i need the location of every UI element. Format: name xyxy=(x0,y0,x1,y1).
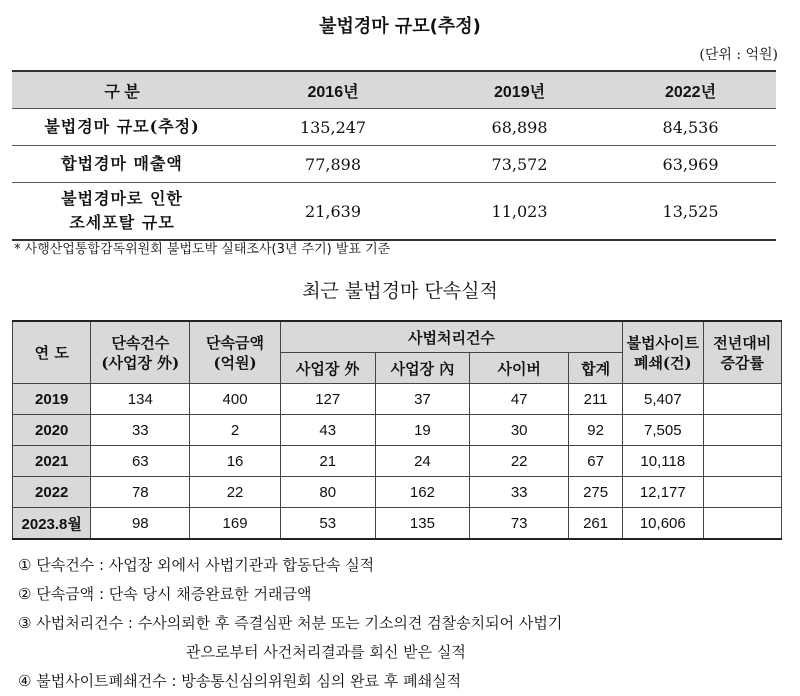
table-row xyxy=(12,109,776,146)
table-cell: 10,606 xyxy=(623,508,703,540)
table-cell: 78 xyxy=(91,477,190,508)
table-cell: 24 xyxy=(375,446,470,477)
table-cell: 169 xyxy=(190,508,281,540)
footnotes xyxy=(18,551,562,696)
table-cell: 2 xyxy=(190,415,281,446)
table-cell: 134 xyxy=(91,384,190,415)
table-row xyxy=(13,477,782,508)
table-cell: 162 xyxy=(375,477,470,508)
row-label-line2: 조세포탈 규모 xyxy=(69,213,175,232)
table-cell: 47 xyxy=(470,384,569,415)
table-cell: 63 xyxy=(91,446,190,477)
year-cell: 2022 xyxy=(13,477,91,508)
header-count-line1: 단속건수 xyxy=(111,333,170,352)
table-cell: 98 xyxy=(91,508,190,540)
table-cell: 21 xyxy=(280,446,375,477)
header-amount-line1: 단속금액 xyxy=(206,333,265,352)
header-2022: 2022년 xyxy=(605,71,776,109)
unit-label: (단위 : 억원) xyxy=(699,47,778,63)
table-cell: 43 xyxy=(280,415,375,446)
header-change-line2: 증감률 xyxy=(720,353,764,372)
header-amount xyxy=(190,321,281,384)
table-cell: 68,898 xyxy=(434,109,605,146)
table-cell: 77,898 xyxy=(232,146,434,183)
footnote-3: ③ 사법처리건수 : 수사의뢰한 후 즉결심판 처분 또는 기소의견 검찰송치되어 사법기 xyxy=(18,614,563,632)
header-sub-outside: 사업장 外 xyxy=(280,353,375,384)
row-label-line1: 불법경마로 인한 xyxy=(61,189,183,208)
row-label: 불법경마 규모(추정) xyxy=(12,109,232,146)
header-2019: 2019년 xyxy=(434,71,605,109)
table-cell: 16 xyxy=(190,446,281,477)
table-cell: 21,639 xyxy=(232,183,434,241)
table-cell: 19 xyxy=(375,415,470,446)
section-title: 최근 불법경마 단속실적 xyxy=(302,280,498,302)
table-cell: 37 xyxy=(375,384,470,415)
table-cell: 400 xyxy=(190,384,281,415)
table-cell: 11,023 xyxy=(434,183,605,241)
table-cell: 211 xyxy=(569,384,623,415)
header-sub-total: 합계 xyxy=(569,353,623,384)
table-cell: 275 xyxy=(569,477,623,508)
header-change xyxy=(703,321,781,384)
footnote-1: ① 단속건수 : 사업장 외에서 사법기관과 합동단속 실적 xyxy=(18,556,375,574)
table-cell: 30 xyxy=(470,415,569,446)
table-cell: 135 xyxy=(375,508,470,540)
enforcement-table xyxy=(12,320,782,540)
table-cell xyxy=(703,384,781,415)
year-cell: 2020 xyxy=(13,415,91,446)
table-cell: 73,572 xyxy=(434,146,605,183)
table-header-row xyxy=(13,321,782,353)
table-cell xyxy=(703,508,781,540)
table-row xyxy=(13,415,782,446)
table-cell: 12,177 xyxy=(623,477,703,508)
footnote-4: ④ 불법사이트폐쇄건수 : 방송통신심의위원회 심의 완료 후 폐쇄실적 xyxy=(18,672,462,690)
table-cell: 63,969 xyxy=(605,146,776,183)
table-cell xyxy=(703,477,781,508)
header-change-line1: 전년대비 xyxy=(713,333,772,352)
scale-table xyxy=(12,70,776,241)
table-cell xyxy=(703,415,781,446)
table-cell: 22 xyxy=(470,446,569,477)
header-site-line2: 폐쇄(건) xyxy=(633,353,692,372)
table-row xyxy=(12,183,776,241)
table-cell: 73 xyxy=(470,508,569,540)
header-sub-inside: 사업장 內 xyxy=(375,353,470,384)
page-title: 불법경마 규모(추정) xyxy=(319,16,481,37)
header-site xyxy=(623,321,703,384)
table-cell: 84,536 xyxy=(605,109,776,146)
year-cell: 2019 xyxy=(13,384,91,415)
table-cell: 135,247 xyxy=(232,109,434,146)
table-cell: 33 xyxy=(91,415,190,446)
row-label: 합법경마 매출액 xyxy=(12,146,232,183)
table-cell: 33 xyxy=(470,477,569,508)
footnote-3-continued: 관으로부터 사건처리결과를 회신 받은 실적 xyxy=(186,643,466,661)
table-cell xyxy=(703,446,781,477)
header-2016: 2016년 xyxy=(232,71,434,109)
table-row xyxy=(13,508,782,540)
table-cell: 5,407 xyxy=(623,384,703,415)
header-count-line2: (사업장 外) xyxy=(101,353,180,372)
row-label xyxy=(12,183,232,241)
table-row xyxy=(13,384,782,415)
table-cell: 22 xyxy=(190,477,281,508)
header-amount-line2: (억원) xyxy=(213,353,257,372)
table-cell: 80 xyxy=(280,477,375,508)
table-cell: 261 xyxy=(569,508,623,540)
header-sub-cyber: 사이버 xyxy=(470,353,569,384)
header-site-line1: 불법사이트 xyxy=(626,333,700,352)
year-cell: 2021 xyxy=(13,446,91,477)
header-count xyxy=(91,321,190,384)
year-cell: 2023.8월 xyxy=(13,508,91,540)
source-note: * 사행산업통합감독위원회 불법도박 실태조사(3년 주기) 발표 기준 xyxy=(14,242,391,257)
table-cell: 67 xyxy=(569,446,623,477)
table-cell: 127 xyxy=(280,384,375,415)
table-row xyxy=(12,146,776,183)
footnote-2: ② 단속금액 : 단속 당시 채증완료한 거래금액 xyxy=(18,585,312,603)
header-judicial: 사법처리건수 xyxy=(280,321,622,353)
table-cell: 7,505 xyxy=(623,415,703,446)
table-cell: 10,118 xyxy=(623,446,703,477)
table-header-row xyxy=(12,71,776,109)
table-cell: 92 xyxy=(569,415,623,446)
table-row xyxy=(13,446,782,477)
header-category: 구 분 xyxy=(12,71,232,109)
table-cell: 53 xyxy=(280,508,375,540)
header-year: 연 도 xyxy=(13,321,91,384)
table-cell: 13,525 xyxy=(605,183,776,241)
